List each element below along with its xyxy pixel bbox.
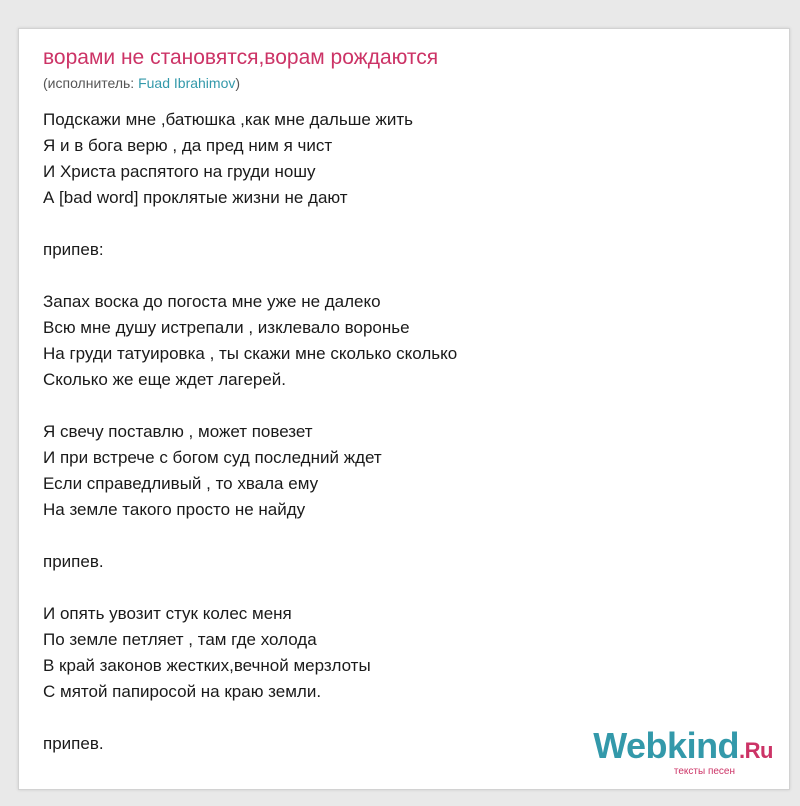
artist-link[interactable]: Fuad Ibrahimov [138,75,236,91]
lyric-line: В край законов жестких,вечной мерзлоты [43,656,371,675]
lyric-line: И Христа распятого на груди ношу [43,162,316,181]
logo-tagline: тексты песен [673,766,735,777]
lyric-line: Если справедливый , то хвала ему [43,474,319,493]
lyric-line: И опять увозит стук колес меня [43,604,292,623]
lyric-blank-line [43,523,457,549]
logo-suffix: .Ru [739,738,773,763]
lyric-line: На груди татуировка , ты скажи мне сколько сколько [43,344,458,363]
lyric-line: И при встрече с богом суд последний ждет [43,448,382,467]
lyric-line: Сколько же еще ждет лагерей. [43,370,287,389]
lyric-blank-line [43,263,457,289]
lyric-line: А [bad word] проклятые жизни не дают [43,188,348,207]
lyric-line: Всю мне душу истрепали , изклевало воронье [43,318,410,337]
lyrics-card [18,28,790,790]
lyric-line: Подскажи мне ,батюшка ,как мне дальше жить [43,110,414,129]
lyric-line: На земле такого просто не найду [43,500,306,519]
logo-wordmark [593,725,773,768]
lyric-line: Я свечу поставлю , может повезет [43,422,313,441]
lyric-blank-line [43,393,457,419]
webkind-logo [593,725,773,777]
artist-prefix: (исполнитель: [43,75,139,91]
lyrics-text [43,107,457,757]
lyric-blank-line [43,211,457,237]
artist-line [43,75,240,91]
lyric-line: Запах воска до погоста мне уже не далеко [43,292,381,311]
lyric-line: С мятой папиросой на краю земли. [43,682,322,701]
lyric-line: По земле петляет , там где холода [43,630,317,649]
song-title: ворами не становятся,ворам рождаются [43,46,439,69]
lyric-line: Я и в бога верю , да пред ним я чист [43,136,333,155]
lyric-blank-line [43,705,457,731]
lyric-line: припев: [43,240,104,259]
artist-suffix: ) [235,75,241,91]
lyric-line: припев. [43,552,104,571]
logo-brand: Webkind [593,725,740,766]
lyric-line: припев. [43,734,104,753]
lyric-blank-line [43,575,457,601]
